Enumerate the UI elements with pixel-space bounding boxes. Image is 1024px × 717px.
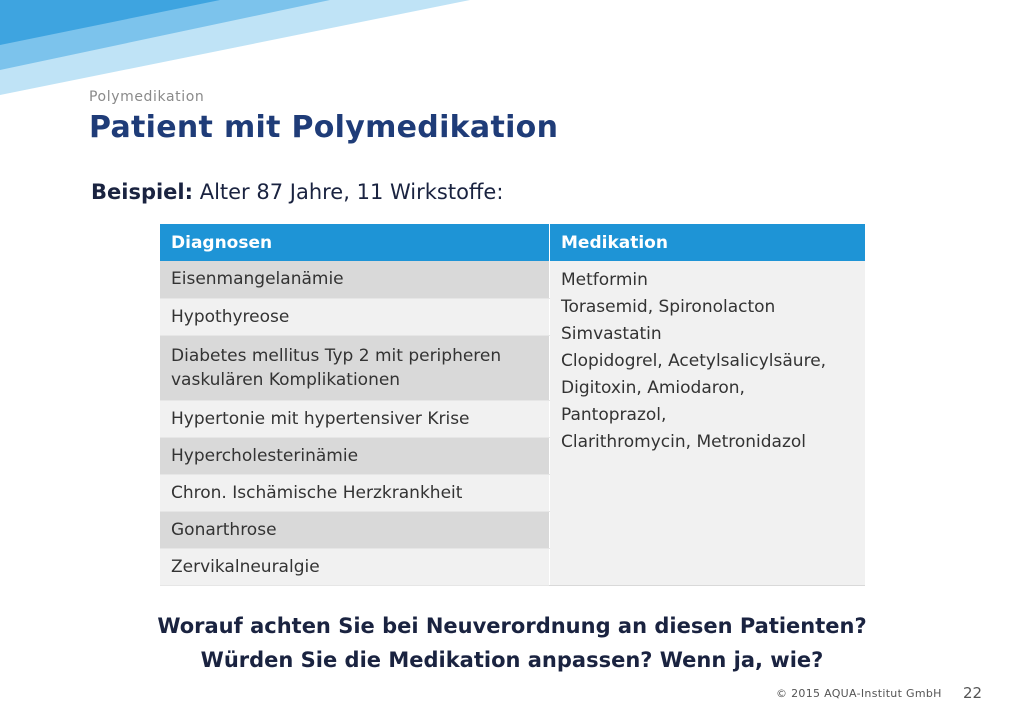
medication-item: Clarithromycin, Metronidazol <box>561 432 807 452</box>
diagnosis-cell: Chron. Ischämische Herzkrankheit <box>160 474 550 511</box>
example-line <box>91 180 503 204</box>
medication-item: Pantoprazol, <box>561 405 667 425</box>
diagnosis-cell: Hypothyreose <box>160 298 550 335</box>
example-label: Beispiel: <box>91 180 194 204</box>
diagnosis-cell: Zervikalneuralgie <box>160 548 550 585</box>
diagnosis-cell: Hypercholesterinämie <box>160 437 550 474</box>
medication-item: Torasemid, Spironolacton <box>561 297 776 317</box>
medication-item: Clopidogrel, Acetylsalicylsäure, <box>561 351 827 371</box>
medication-item: Digitoxin, Amiodaron, <box>561 378 745 398</box>
diagnosis-cell: Gonarthrose <box>160 511 550 548</box>
column-header-diagnosen: Diagnosen <box>160 224 550 261</box>
medication-cell <box>550 261 866 585</box>
page-number: 22 <box>963 684 983 702</box>
example-text: Alter 87 Jahre, 11 Wirkstoffe: <box>193 180 504 204</box>
section-label: Polymedikation <box>89 89 205 105</box>
diagnosis-medication-table <box>160 224 865 586</box>
diagnosis-cell: Diabetes mellitus Typ 2 mit peripheren vaskulären Komplikationen <box>160 335 550 400</box>
column-header-medikation: Medikation <box>550 224 866 261</box>
page-title: Patient mit Polymedikation <box>89 110 559 145</box>
table-header-row <box>160 224 865 261</box>
diagnosis-cell: Eisenmangelanämie <box>160 261 550 298</box>
medication-item: Simvastatin <box>561 324 662 344</box>
table-row <box>160 261 865 298</box>
diagnosis-cell: Hypertonie mit hypertensiver Krise <box>160 400 550 437</box>
question-1: Worauf achten Sie bei Neuverordnung an diesen Patienten? <box>157 614 867 638</box>
medication-item: Metformin <box>561 270 648 290</box>
copyright-footer: © 2015 AQUA-Institut GmbH <box>776 687 942 700</box>
question-2: Würden Sie die Medikation anpassen? Wenn ja, wie? <box>200 648 824 672</box>
